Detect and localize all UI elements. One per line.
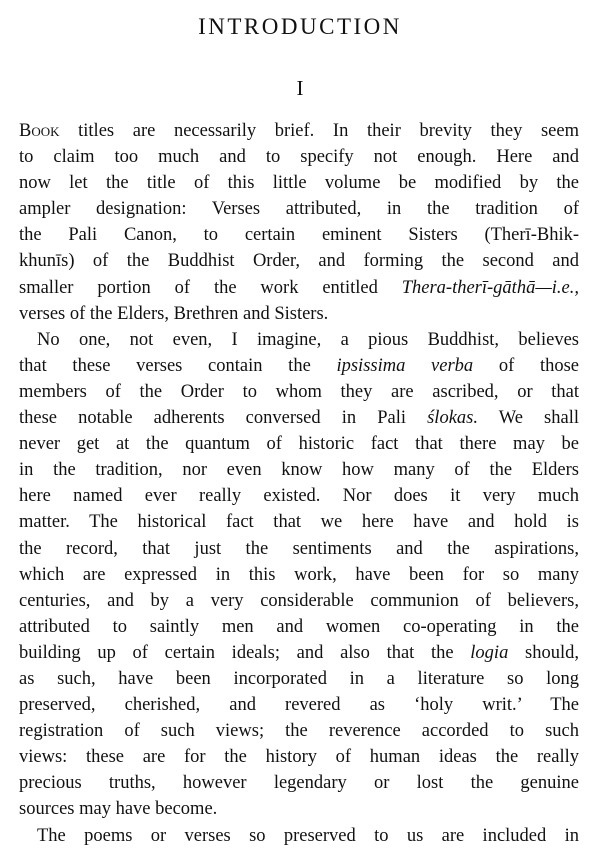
italic-text: ipsissima verba (336, 355, 474, 376)
text-segment: smaller portion of the work entitled (19, 277, 402, 298)
text-segment: now let the title of this little volume be modified by the (19, 173, 579, 194)
text-line (19, 275, 579, 301)
text-segment: that these verses contain the (19, 355, 337, 376)
text-line (19, 144, 579, 170)
text-line (19, 744, 579, 770)
text-line (19, 614, 579, 640)
text-line (19, 666, 579, 692)
text-segment: precious truths, however legendary or lost the genuine (19, 773, 579, 794)
text-segment: in the tradition, nor even know how many of the Elders (19, 460, 579, 481)
text-line (19, 823, 579, 849)
small-caps-text: Book (19, 121, 60, 141)
text-segment: No one, not even, I imagine, a pious Buddhist, believes (37, 329, 579, 350)
section-number: I (296, 76, 304, 100)
text-segment: as such, have been incorporated in a literature so long (19, 668, 579, 689)
text-segment: never get at the quantum of historic fact that there may be (19, 434, 579, 455)
chapter-heading: INTRODUCTION (198, 14, 402, 39)
text-segment: centuries, and by a very considerable communion of believers, (19, 590, 579, 611)
text-segment: should, (508, 642, 579, 663)
text-segment: members of the Order to whom they are ascribed, or that (19, 381, 579, 402)
text-line (19, 457, 579, 483)
text-line (19, 353, 579, 379)
text-segment: preserved, cherished, and revered as ‘holy writ.’ The (19, 695, 579, 716)
text-segment: khunīs) of the Buddhist Order, and forming the second and (19, 251, 579, 272)
text-line (19, 562, 579, 588)
text-segment: building up of certain ideals; and also that the (19, 642, 471, 663)
text-segment: the record, that just the sentiments and the aspirations, (19, 538, 579, 559)
text-segment: registration of such views; the reverence accorded to such (19, 721, 579, 742)
text-segment: verses of the Elders, Brethren and Sisters. (19, 303, 329, 324)
text-segment: The poems or verses so preserved to us are included in (37, 825, 579, 846)
text-line (19, 509, 579, 535)
text-line (19, 640, 579, 666)
text-segment: of those (473, 355, 579, 376)
text-line (19, 170, 579, 196)
text-line (19, 327, 579, 353)
text-segment: views: these are for the history of human ideas the really (19, 747, 579, 768)
text-segment: ampler designation: Verses attributed, in the tradition of (19, 199, 579, 220)
text-line (19, 118, 579, 144)
text-segment: matter. The historical fact that we here have and hold is (19, 512, 579, 533)
text-segment: the Pali Canon, to certain eminent Sisters (Therī-Bhik- (19, 225, 579, 246)
text-line (19, 379, 579, 405)
italic-text: Thera-therī-gāthā—i.e., (401, 277, 579, 298)
text-line (19, 718, 579, 744)
text-line (19, 222, 579, 248)
text-line (19, 405, 579, 431)
text-line (19, 483, 579, 509)
text-line (19, 692, 579, 718)
text-segment: to claim too much and to specify not enough. Here and (19, 147, 579, 168)
text-segment: titles are necessarily brief. In their brevity they seem (59, 121, 579, 141)
italic-text: logia (470, 642, 509, 663)
text-line (19, 196, 579, 222)
text-line (19, 770, 579, 796)
text-line (19, 536, 579, 562)
text-segment: here named ever really existed. Nor does it very much (19, 486, 579, 507)
italic-text: ślokas. (427, 408, 478, 429)
text-line (19, 248, 579, 274)
text-line (19, 796, 579, 822)
text-segment: We shall (477, 408, 579, 429)
text-line (19, 588, 579, 614)
text-segment: these notable adherents conversed in Pali (19, 408, 428, 429)
text-segment: which are expressed in this work, have been for so many (19, 564, 579, 585)
text-segment: attributed to saintly men and women co-operating in the (19, 616, 579, 637)
text-line (19, 301, 579, 327)
text-line (19, 431, 579, 457)
body-text (19, 118, 579, 849)
text-segment: sources may have become. (19, 799, 218, 820)
